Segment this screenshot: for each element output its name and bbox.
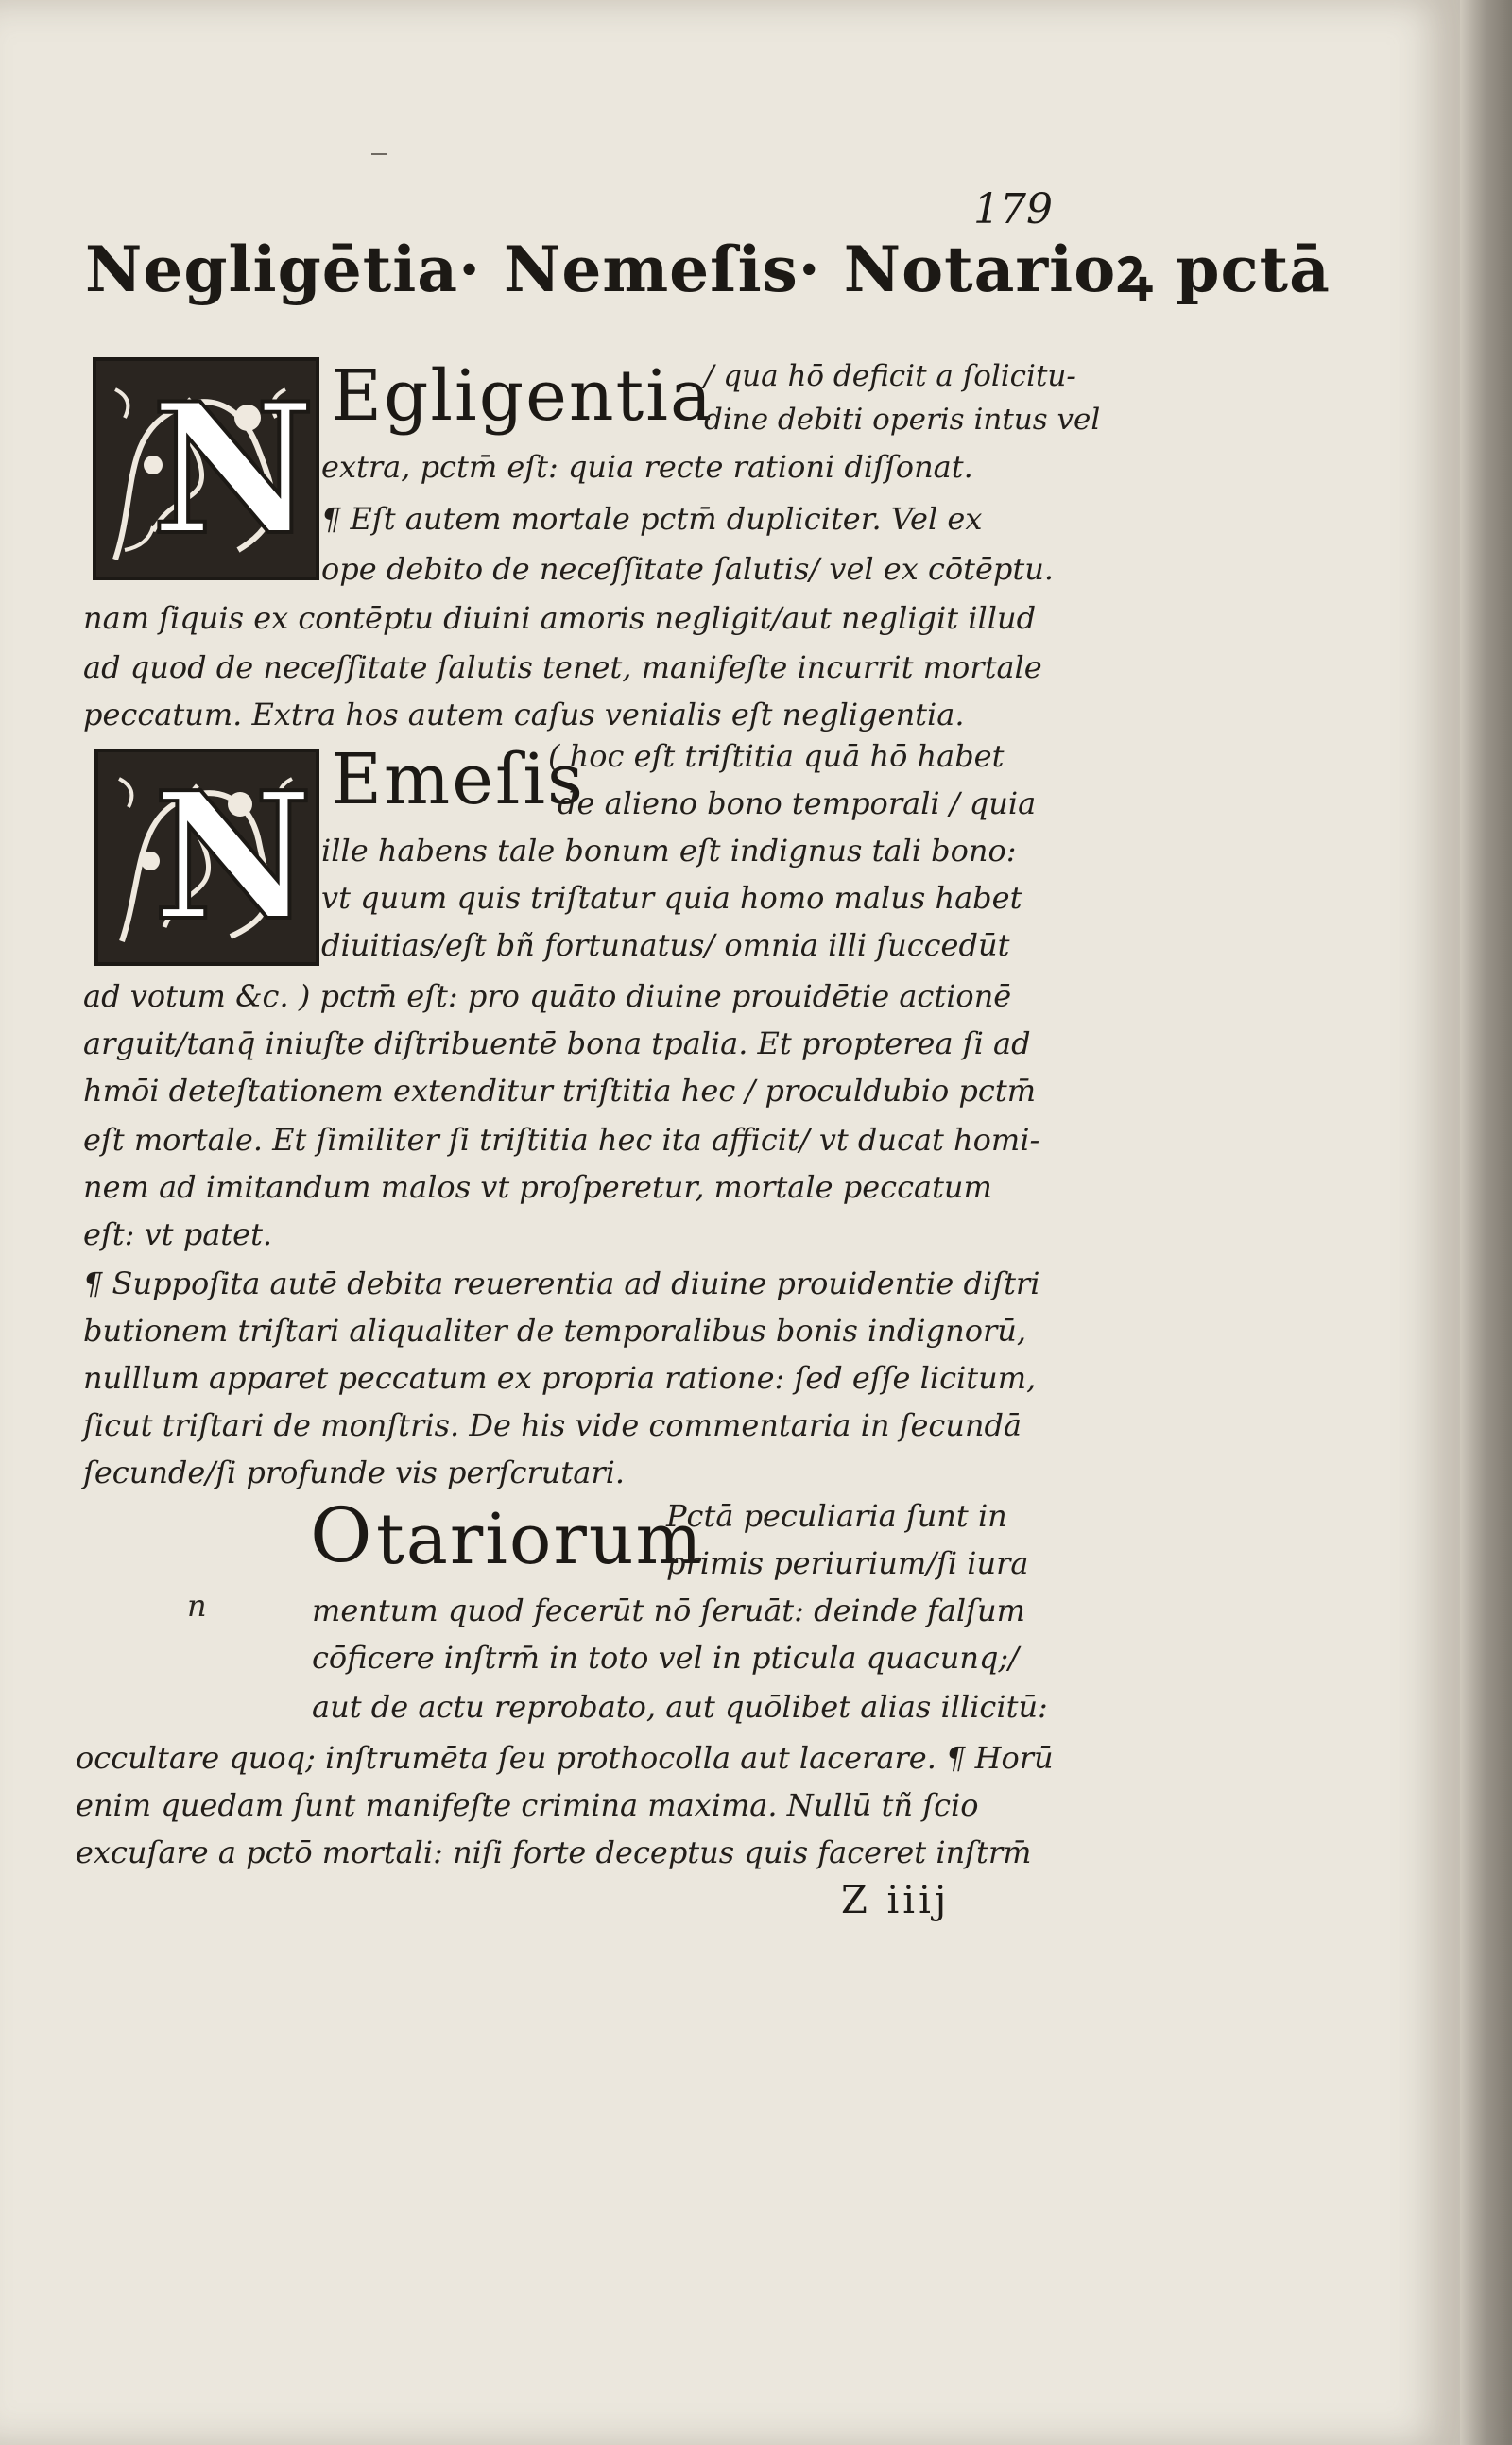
book-gutter-edge (1460, 0, 1512, 2445)
margin-letter: n (187, 1588, 207, 1624)
text-line: butionem triſtari aliqualiter de temporalibus bonis indignorū, (83, 1313, 1027, 1349)
initial-letter: N (153, 753, 314, 959)
text-line: nam ſiquis ex contēptu diuini amoris negligit/aut negligit illud (83, 600, 1037, 636)
text-line: cōficere inſtrm̄ in toto vel in pticula quacunq;/ (312, 1640, 1019, 1676)
text-line: excuſare a pctō mortali: niſi forte deceptus quis faceret inſtrm̄ (76, 1834, 1032, 1870)
text-line: enim quedam ſunt manifeſte crimina maxima. Nullū tñ ſcio (76, 1787, 979, 1823)
lead-word-notariorum: tariorum (376, 1499, 704, 1580)
text-line: nem ad imitandum malos vt proſperetur, mortale peccatum (83, 1169, 992, 1205)
text-line: primis periurium/ſi iura (666, 1545, 1029, 1581)
lead-word-negligentia: Egligentia (331, 355, 714, 437)
text-line: ( hoc eſt triſtitia quā hō habet (548, 738, 1005, 774)
text-line: Pctā peculiaria ſunt in (666, 1498, 1007, 1534)
text-line: mentum quod fecerūt nō ſeruāt: deinde falſum (312, 1593, 1025, 1628)
text-line: ope debito de neceſſitate ſalutis/ vel ex cōtēptu. (321, 551, 1055, 587)
text-line: ſicut triſtari de monſtris. De his vide commentaria in ſecundā (83, 1407, 1022, 1443)
text-line: / qua hō deficit a ſolicitu- (704, 359, 1076, 393)
text-line: nulllum apparet peccatum ex propria ratione: ſed eſſe licitum, (83, 1360, 1037, 1396)
lead-word-nemesis: Emeſis (331, 739, 586, 820)
rule-mark (371, 153, 387, 155)
text-line: dine debiti operis intus vel (704, 403, 1101, 437)
text-line: diuitias/eſt bñ fortunatus/ omnia illi ſuccedūt (321, 927, 1010, 963)
text-line: peccatum. Extra hos autem caſus venialis eſt negligentia. (83, 697, 965, 732)
decorated-initial-n-2 (94, 749, 319, 966)
text-line: de alieno bono temporali / quia (558, 785, 1037, 821)
text-line: ſecunde/ſi profunde vis perſcrutari. (83, 1455, 626, 1490)
text-line: ad quod de neceſſitate ſalutis tenet, manifeſte incurrit mortale (83, 649, 1042, 685)
initial-letter: N (151, 364, 316, 575)
folio-number: 179 (973, 185, 1053, 233)
decorated-initial-n (93, 357, 319, 580)
text-line: aut de actu reprobato, aut quōlibet alias illicitū: (312, 1689, 1048, 1725)
text-line: vt quum quis triſtatur quia homo malus habet (321, 880, 1022, 916)
text-line: arguit/tanq̄ iniuſte diſtribuentē bona tpalia. Et propterea ſi ad (83, 1025, 1031, 1061)
text-line: eſt: vt patet. (83, 1216, 273, 1252)
text-line: eſt mortale. Et ſimiliter ſi triſtitia hec ita afficit/ vt ducat homi- (83, 1122, 1040, 1158)
initial-letter-o: O (310, 1491, 374, 1579)
text-line: extra, pctm̄ eſt: quia recte rationi diſſonat. (321, 449, 973, 485)
text-line: ¶ Suppoſita autē debita reuerentia ad diuine prouidentie diſtri (83, 1266, 1040, 1301)
text-line: ad votum &c. ) pctm̄ eſt: pro quāto diuine prouidētie actionē (83, 978, 1012, 1014)
signature-mark: Z iiij (841, 1879, 951, 1922)
text-line: ille habens tale bonum eſt indignus tali bono: (321, 833, 1017, 869)
running-head: Negligētia· Nemeſis· Notarioꝝ pctā (85, 232, 1331, 306)
text-line: ¶ Eſt autem mortale pctm̄ dupliciter. Vel ex (321, 501, 983, 537)
text-line: hmōi deteſtationem extenditur triſtitia hec / proculdubio pctm̄ (83, 1073, 1037, 1109)
text-line: occultare quoq; inſtrumēta ſeu prothocolla aut lacerare. ¶ Horū (76, 1740, 1054, 1776)
